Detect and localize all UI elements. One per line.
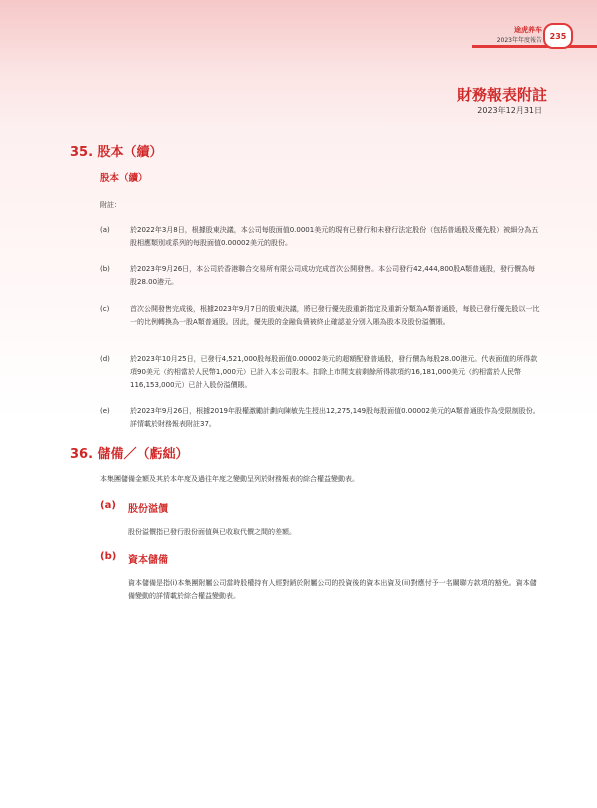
note-text: 於2023年10月25日，已發行4,521,000股每股面值0.00002美元的超額配發普通股，發行價為每股28.00港元。代表面值的所得款項90美元（約相當於人民幣1,000元）已計入本公司股本。扣除上市開支前剩餘所得款項約16,181,000美元（約相當於人民幣116,153,000元）已計入股份溢價賬。	[130, 355, 538, 389]
note-marker: (e)	[100, 407, 110, 415]
note-text: 於2022年3月8日，根據股東決議，本公司每股面值0.0001美元的現有已發行和未發行法定股份（包括普通股及優先股）被細分為五股相應類別或系列的每股面值0.00002美元的股份。	[130, 226, 539, 247]
note-marker: (b)	[100, 265, 110, 273]
note-text: 於2023年9月26日，根據2019年股權激勵計劃向陳敏先生授出12,275,149股每股面值0.00002美元的A類普通股作為受限制股份。詳情載於財務報表附註37。	[130, 407, 540, 428]
subsection-b-text: 資本儲備是指(i)本集團附屬公司當時股權持有人經對銷於附屬公司的投資後的資本出資及(ii)對應付予一名關聯方款項的豁免。資本儲備變動的詳情載於綜合權益變動表。	[128, 579, 537, 600]
header-rule	[472, 45, 597, 48]
page-number-badge	[543, 23, 573, 49]
note-text: 首次公開發售完成後，根據2023年9月7日的股東決議，將已發行優先股重新指定及重新分類為A類普通股，每股已發行優先股以一比一的比例轉換為一股A類普通股。因此，優先股的金融負債被終止確認並分別入賬為股本及股份溢價賬。	[130, 305, 540, 326]
subsection-a-text: 股份溢價指已發行股份面值與已收取代價之間的差額。	[128, 528, 296, 536]
section-35-subtitle: 股本（續）	[100, 173, 148, 184]
page-number: 235	[549, 31, 567, 41]
notes-label: 附註：	[100, 201, 121, 209]
note-marker: (d)	[100, 355, 110, 363]
subsection-title: 股份溢價	[128, 504, 168, 515]
note-marker: (c)	[100, 305, 110, 313]
subsection-marker: (a)	[100, 500, 116, 511]
section-36-intro: 本集團儲備金額及其於本年度及過往年度之變動呈列於財務報表的綜合權益變動表。	[100, 475, 359, 483]
section-36-title: 36. 儲備／（虧絀）	[70, 447, 189, 462]
page-title: 財務報表附註	[456, 86, 547, 104]
note-text: 於2023年9月26日，本公司於香港聯合交易所有限公司成功完成首次公開發售。本公司發行42,444,800股A類普通股，發行價為每股28.00港元。	[130, 265, 536, 286]
subsection-marker: (b)	[100, 551, 117, 562]
page-date: 2023年12月31日	[477, 106, 542, 115]
note-marker: (a)	[100, 226, 110, 234]
company-brand: 途虎养车	[514, 26, 542, 34]
report-name: 2023年年度報告	[496, 37, 542, 44]
section-35-title: 35. 股本（續）	[70, 145, 163, 160]
subsection-title: 資本儲備	[128, 555, 168, 566]
